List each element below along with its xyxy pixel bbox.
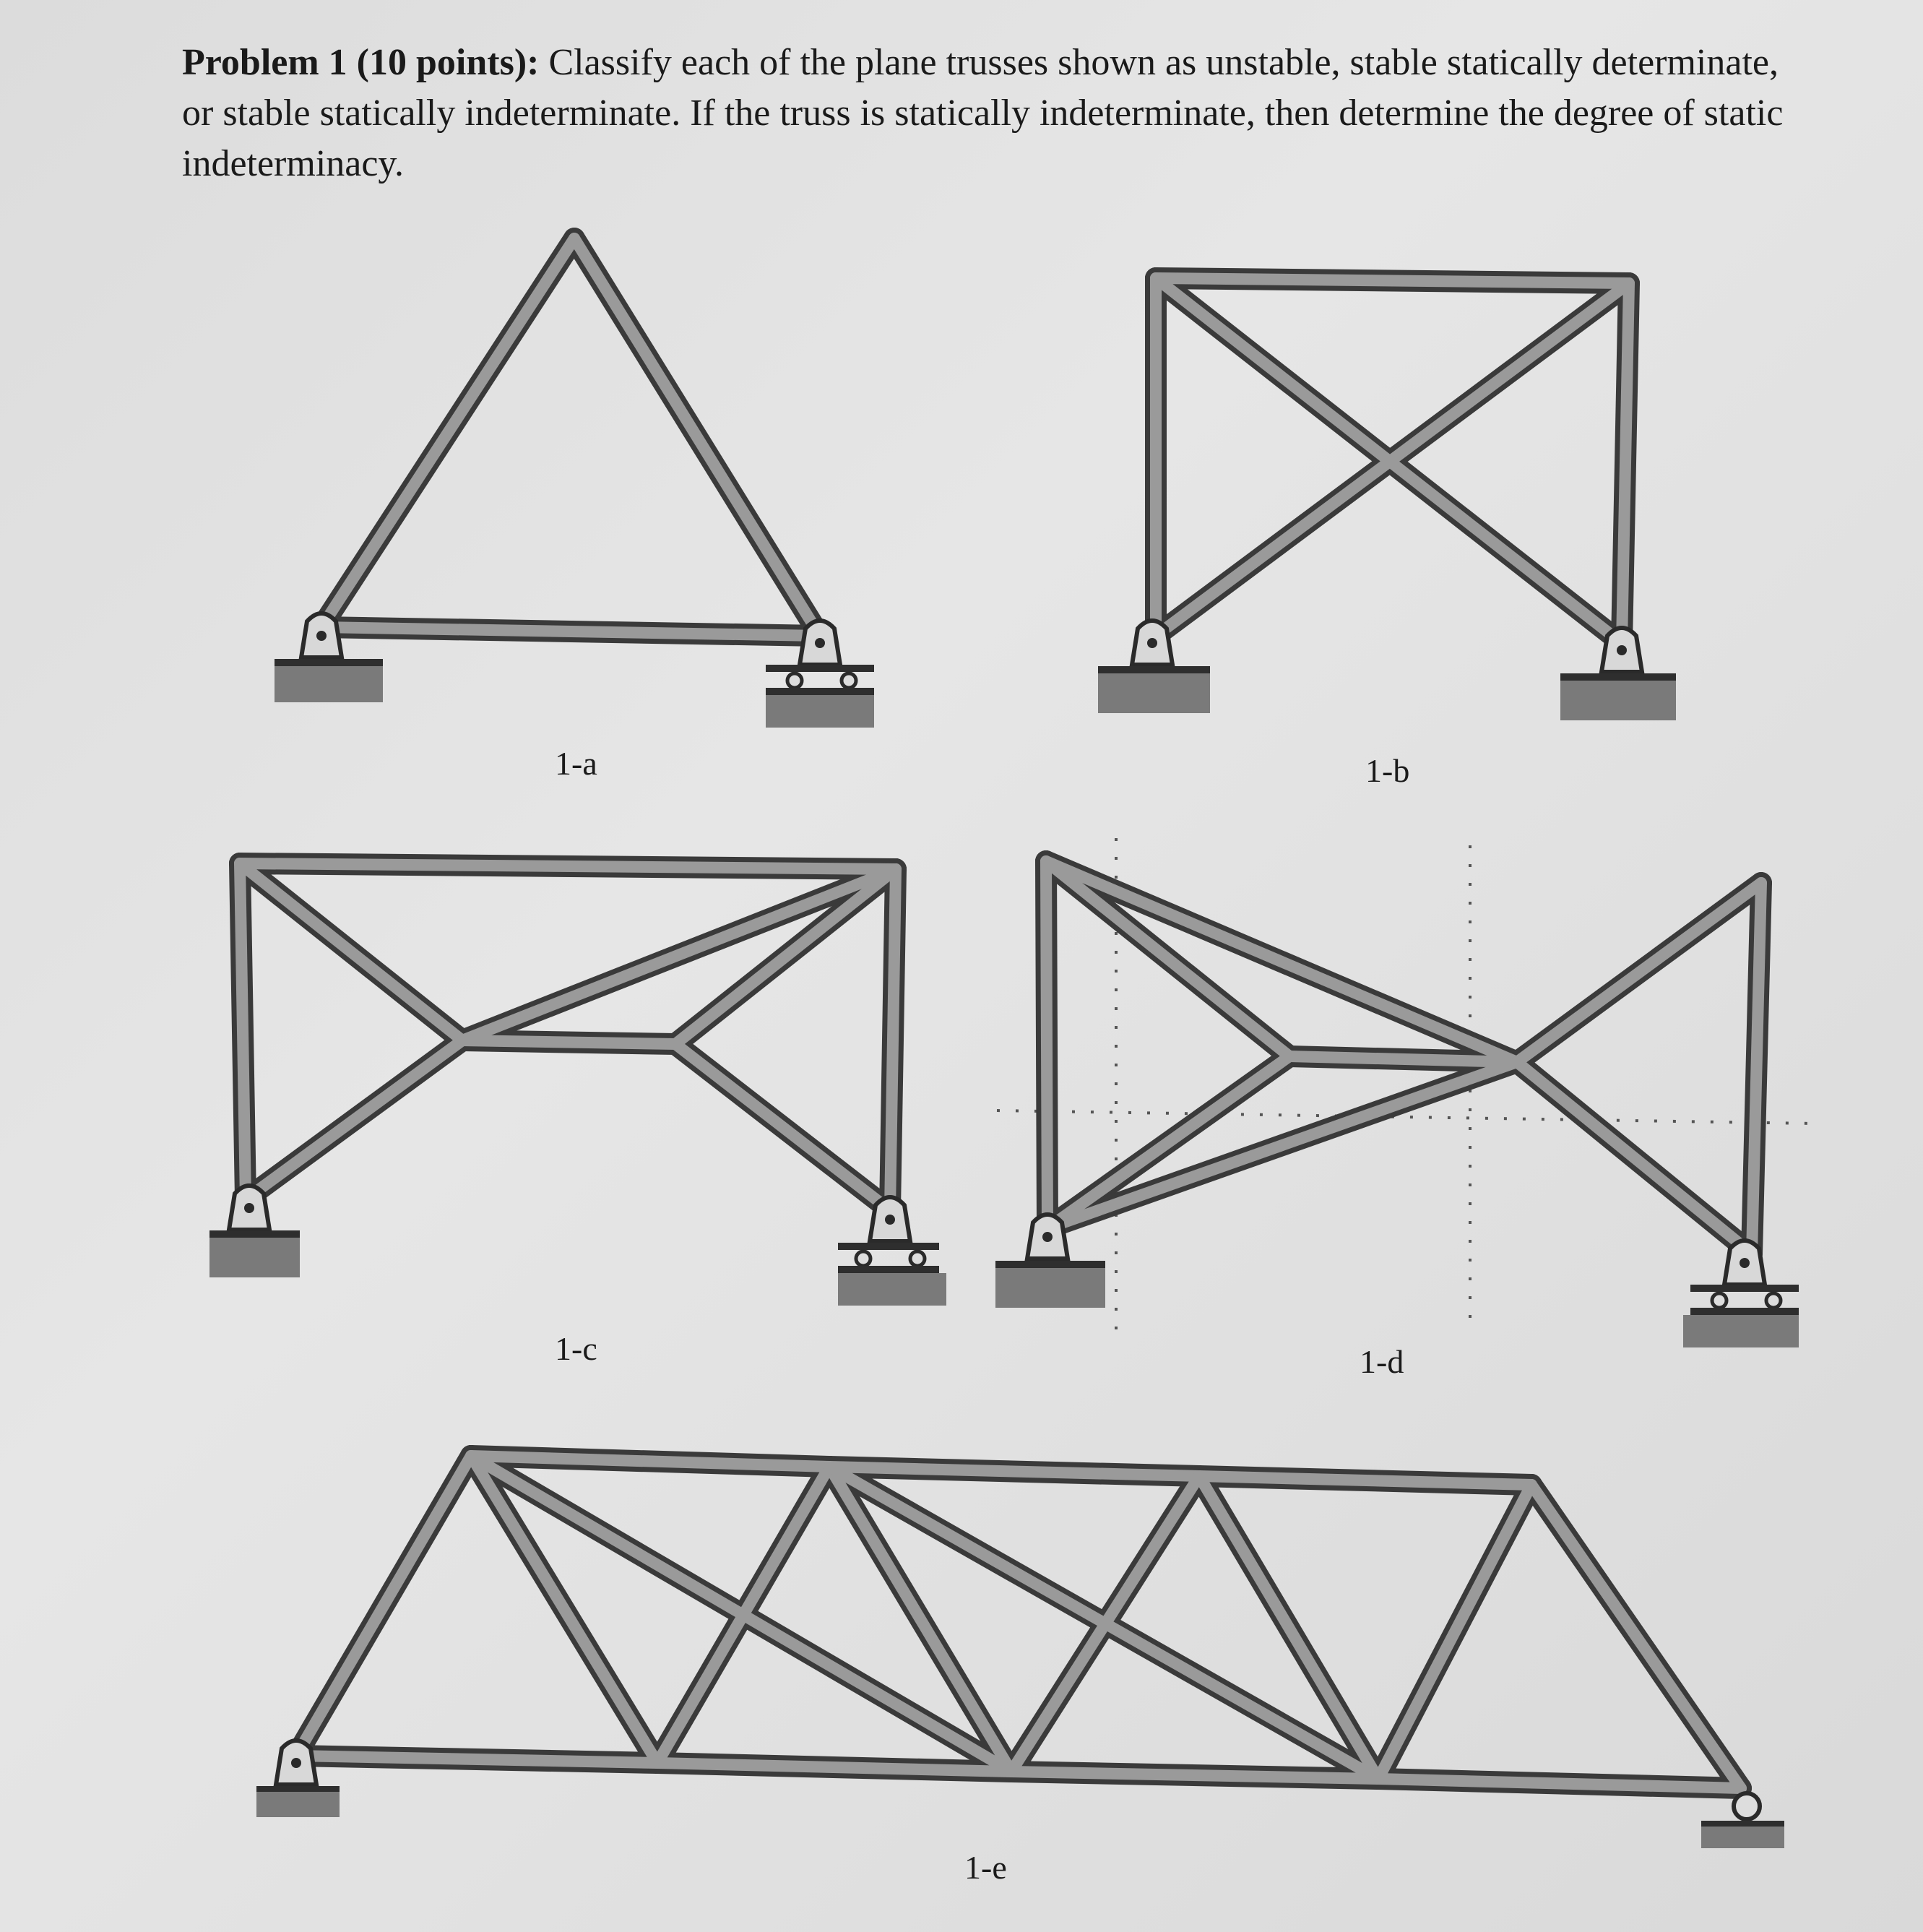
figure-label-1d: 1-d: [1360, 1343, 1404, 1380]
truss-1b: [1098, 278, 1676, 720]
problem-text: Classify each of the plane trusses shown as unstable, stable statically determinate, or stable statically indeterminate. If the truss is statically indeterminate, then determine the degree of static indeterminacy.: [182, 42, 1784, 184]
pin-support-1d: [995, 1215, 1105, 1308]
roller-support-1d: [1683, 1241, 1799, 1347]
truss-1e: [256, 1456, 1784, 1848]
problem-heading: Problem 1 (10 points):: [182, 42, 540, 83]
roller-support-1e: [1701, 1793, 1784, 1848]
truss-1c: [209, 863, 946, 1306]
figure-label-1c: 1-c: [555, 1330, 597, 1367]
figure-label-1e: 1-e: [964, 1849, 1007, 1886]
pin-support-1b-left: [1098, 621, 1210, 713]
figure-label-1b: 1-b: [1365, 752, 1410, 789]
figure-label-1a: 1-a: [555, 745, 597, 782]
roller-support-1c: [838, 1197, 946, 1306]
pin-support-1c: [209, 1186, 300, 1277]
truss-1a: [275, 238, 874, 728]
pin-support-1b-right: [1560, 628, 1676, 720]
